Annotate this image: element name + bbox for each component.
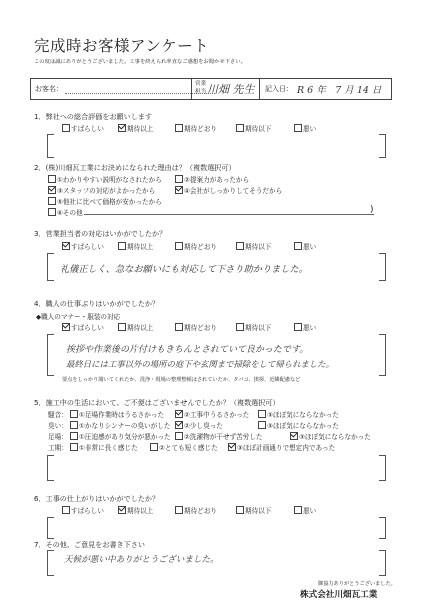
q3-comment[interactable]: 礼儀正しく、急なお願いにも対応して下さり助かりました。 bbox=[60, 264, 308, 275]
q2-label: 2．(株)川畑瓦工業にお決めになられた理由は？（複数選択可） bbox=[34, 163, 236, 172]
page-title: 完成時お客様アンケート bbox=[34, 37, 210, 55]
divider bbox=[259, 79, 260, 99]
checkbox-checked-icon[interactable] bbox=[62, 323, 70, 331]
sales-label: 営業 担当 bbox=[195, 81, 207, 95]
checkbox-icon[interactable] bbox=[258, 410, 266, 418]
checkbox-icon[interactable] bbox=[294, 506, 302, 514]
q4-option-4[interactable]: 期待以下 bbox=[236, 322, 271, 332]
checkbox-icon[interactable] bbox=[175, 506, 183, 514]
q4-comment-bracket-right bbox=[379, 334, 386, 376]
q2-other-close: ) bbox=[370, 205, 374, 215]
q5-noise-option-3[interactable]: ③ほぼ気にならなかった bbox=[258, 409, 339, 419]
checkbox-icon[interactable] bbox=[175, 432, 183, 440]
checkbox-icon[interactable] bbox=[118, 242, 126, 250]
q5-period-option-2[interactable]: ②とても短く感じた bbox=[150, 442, 218, 452]
name-field[interactable] bbox=[65, 93, 215, 94]
q4-label: 4．職人の仕事ぶりはいかがでしたか？ bbox=[34, 299, 160, 308]
checkbox-checked-icon[interactable] bbox=[175, 186, 183, 194]
q2-option-4[interactable]: ④会社がしっかりしてそうだから bbox=[175, 185, 282, 195]
q3-label: 3．営業担当者の対応はいかがでしたか？ bbox=[34, 229, 167, 238]
q5-row-scaffold-head: 足場： bbox=[48, 433, 68, 441]
q6-option-3[interactable]: 期待どおり bbox=[175, 505, 217, 515]
checkbox-icon[interactable] bbox=[258, 421, 266, 429]
checkbox-icon[interactable] bbox=[236, 124, 244, 132]
q7-comment-bracket-right bbox=[379, 550, 386, 576]
q5-smell-option-1[interactable]: ①かなりシンナーの臭いがした bbox=[70, 420, 170, 430]
checkbox-checked-icon[interactable] bbox=[175, 410, 183, 418]
q1-option-5[interactable]: 悪い bbox=[294, 123, 316, 133]
q4-comment-line-1[interactable]: 挨拶や作業後の片付けもきちんとされていて良かったです。 bbox=[66, 345, 309, 355]
footer-thanks: 御協力ありがとうございました。 bbox=[318, 581, 396, 587]
q4-option-3[interactable]: 期待どおり bbox=[175, 322, 217, 332]
q2-option-1[interactable]: ①わかりやすい説明がなされたから bbox=[48, 174, 162, 184]
q5-scaffold-option-3[interactable]: ③ほぼ気にならなかった bbox=[290, 431, 371, 441]
q5-row-smell-head: 臭い： bbox=[48, 422, 68, 430]
q5-scaffold-option-1[interactable]: ①圧迫感があり気分が悪かった bbox=[70, 431, 171, 441]
q2-option-2[interactable]: ②提案力があったから bbox=[175, 174, 249, 184]
q6-label: 6．工事の仕上がりはいかがでしたか？ bbox=[34, 494, 160, 503]
q5-smell-option-3[interactable]: ③ほぼ気にならなかった bbox=[258, 420, 339, 430]
checkbox-icon[interactable] bbox=[175, 124, 183, 132]
checkbox-icon[interactable] bbox=[48, 208, 56, 216]
page-subtitle: この度は誠にありがとうございました。工事を終えられ率直なご感想をお聞かせ下さい。 bbox=[34, 59, 246, 65]
checkbox-checked-icon[interactable] bbox=[62, 242, 70, 250]
q6-option-5[interactable]: 悪い bbox=[294, 505, 316, 515]
checkbox-icon[interactable] bbox=[236, 323, 244, 331]
q5-scaffold-option-2[interactable]: ②洗濯物が干せず苦労した bbox=[175, 431, 262, 441]
checkbox-icon[interactable] bbox=[294, 124, 302, 132]
q5-noise-option-2[interactable]: ②工事中うるさかった bbox=[175, 409, 249, 419]
q1-option-4[interactable]: 期待以下 bbox=[236, 123, 271, 133]
checkbox-checked-icon[interactable] bbox=[48, 186, 56, 194]
q5-row-period-head: 工期： bbox=[48, 444, 68, 452]
q4-comment-line-2[interactable]: 最終日には工事以外の場所の庭下や玄関まで掃除をして帰られました。 bbox=[66, 359, 334, 369]
q7-label: 7．その他、ご意見をお書き下さい bbox=[34, 540, 145, 549]
q4-sub-label: ◆職人のマナー・服装の対応 bbox=[36, 313, 121, 321]
checkbox-icon[interactable] bbox=[175, 175, 183, 183]
q5-comment-bracket-right bbox=[379, 455, 386, 481]
q6-option-4[interactable]: 期待以下 bbox=[236, 505, 271, 515]
checkbox-icon[interactable] bbox=[62, 124, 70, 132]
company-name: 株式会社川畑瓦工業 bbox=[300, 590, 378, 600]
q3-option-4[interactable]: 期待以下 bbox=[236, 241, 271, 251]
q3-option-1[interactable]: すばらしい bbox=[62, 241, 104, 251]
date-value[interactable]: R 6 年 7 月 14 日 bbox=[297, 85, 382, 96]
name-label: お客名： bbox=[35, 85, 63, 93]
q3-comment-bracket-right bbox=[379, 253, 386, 281]
q7-comment-bracket-left bbox=[47, 550, 54, 576]
checkbox-icon[interactable] bbox=[48, 197, 56, 205]
q6-comment-bracket-right bbox=[379, 517, 386, 539]
q3-option-3[interactable]: 期待どおり bbox=[175, 241, 217, 251]
divider bbox=[191, 79, 192, 99]
checkbox-icon[interactable] bbox=[70, 410, 78, 418]
q1-label: 1．弊社への総合評価をお願いします bbox=[34, 112, 153, 121]
q2-option-5[interactable]: ⑤他社に比べて価格が安かったから bbox=[48, 196, 162, 206]
q5-row-noise-head: 騒音： bbox=[48, 411, 68, 419]
q6-option-1[interactable]: すばらしい bbox=[62, 505, 104, 515]
checkbox-checked-icon[interactable] bbox=[228, 443, 236, 451]
q3-comment-bracket-left bbox=[47, 253, 54, 281]
q7-comment[interactable]: 天候が悪い中ありがとうございました。 bbox=[64, 555, 219, 565]
checkbox-icon[interactable] bbox=[294, 323, 302, 331]
q5-smell-option-2[interactable]: ②少し臭った bbox=[175, 420, 223, 430]
q3-option-5[interactable]: 悪い bbox=[294, 241, 316, 251]
q2-option-6[interactable]: ⑥その他 bbox=[48, 207, 83, 217]
checkbox-checked-icon[interactable] bbox=[118, 124, 126, 132]
checkbox-icon[interactable] bbox=[236, 242, 244, 250]
q1-option-3[interactable]: 期待どおり bbox=[175, 123, 217, 133]
q6-option-2[interactable]: 期待以上 bbox=[118, 505, 153, 515]
checkbox-icon[interactable] bbox=[150, 443, 158, 451]
checkbox-icon[interactable] bbox=[62, 506, 70, 514]
checkbox-checked-icon[interactable] bbox=[118, 506, 126, 514]
q6-comment-bracket-left bbox=[47, 517, 54, 539]
q5-period-option-1[interactable]: ①非常に長く感じた bbox=[70, 442, 138, 452]
q3-option-2[interactable]: 期待以上 bbox=[118, 241, 153, 251]
q1-comment-bracket-left bbox=[47, 134, 54, 158]
q1-comment-bracket-right bbox=[379, 134, 386, 158]
q4-option-5[interactable]: 悪い bbox=[294, 322, 316, 332]
q4-option-1[interactable]: すばらしい bbox=[62, 322, 104, 332]
q5-label: 5．施工中の生活において、ご不便はございませんでしたか？（複数選択可） bbox=[34, 398, 280, 407]
q5-comment-bracket-left bbox=[47, 455, 54, 481]
q2-option-3[interactable]: ③スタッフの対応がよかったから bbox=[48, 185, 155, 195]
checkbox-icon[interactable] bbox=[48, 175, 56, 183]
q4-comment-bracket-left bbox=[47, 334, 54, 376]
q4-option-2[interactable]: 期待以上 bbox=[118, 322, 153, 332]
q4-hint: 要点をしっかり聞いてくれたか、洗浄・現場の整理整頓はされていたか、タバコ、挨拶、近隣配慮など bbox=[62, 377, 301, 383]
checkbox-icon[interactable] bbox=[70, 432, 78, 440]
checkbox-icon[interactable] bbox=[70, 443, 78, 451]
q1-option-2[interactable]: 期待以上 bbox=[118, 123, 153, 133]
checkbox-icon[interactable] bbox=[118, 323, 126, 331]
q5-noise-option-1[interactable]: ①足場作業時はうるさかった bbox=[70, 409, 164, 419]
date-label: 記入日： bbox=[265, 85, 293, 93]
checkbox-icon[interactable] bbox=[175, 242, 183, 250]
checkbox-icon[interactable] bbox=[70, 421, 78, 429]
q1-option-1[interactable]: すばらしい bbox=[62, 123, 104, 133]
header-box bbox=[30, 78, 392, 100]
checkbox-icon[interactable] bbox=[294, 242, 302, 250]
sales-value[interactable]: 川畑 先生 bbox=[207, 83, 255, 96]
q5-period-option-3[interactable]: ③ほぼ計画通りで想定内であった bbox=[228, 442, 335, 452]
q2-other-line[interactable] bbox=[84, 214, 374, 215]
checkbox-icon[interactable] bbox=[236, 506, 244, 514]
checkbox-checked-icon[interactable] bbox=[175, 421, 183, 429]
checkbox-checked-icon[interactable] bbox=[290, 432, 298, 440]
checkbox-icon[interactable] bbox=[175, 323, 183, 331]
